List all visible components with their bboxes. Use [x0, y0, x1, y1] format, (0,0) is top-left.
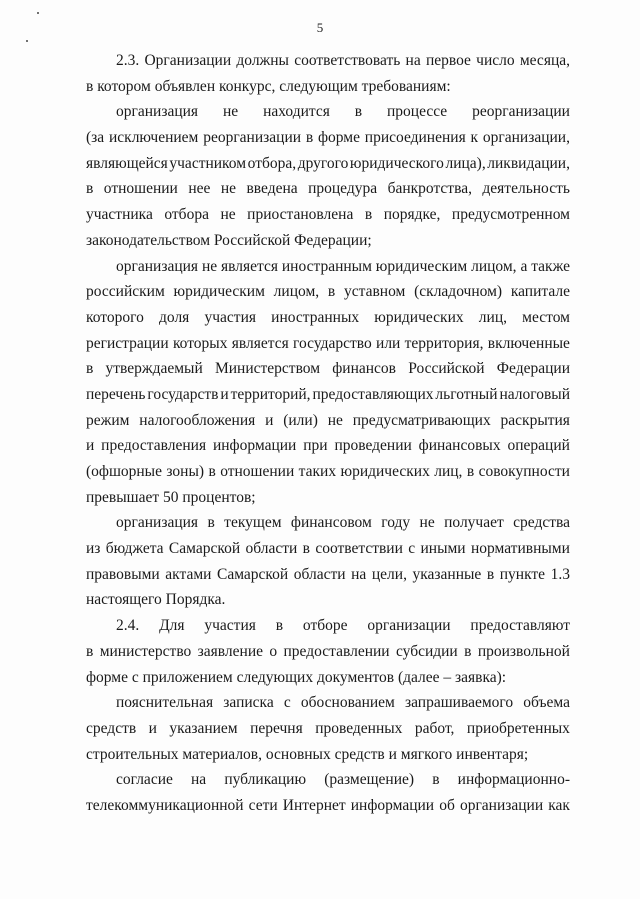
word: российским: [86, 283, 165, 301]
word: или: [376, 334, 401, 352]
text-line: [86, 665, 570, 691]
text-line: [86, 716, 570, 742]
text-line: [86, 99, 570, 125]
word: государств: [147, 385, 219, 403]
word: находится: [263, 103, 330, 121]
word: доля: [159, 308, 190, 326]
word: в: [354, 103, 363, 121]
word: предусматривающих: [352, 411, 491, 429]
text-line: [86, 793, 570, 819]
word: ликвидации,: [487, 154, 570, 172]
word: сети: [248, 796, 278, 814]
word: приостановлена: [247, 206, 354, 224]
word: отборе: [302, 617, 348, 635]
word: как: [548, 796, 570, 814]
text-line: [86, 562, 570, 588]
word: число: [476, 52, 515, 69]
word: зоны): [166, 463, 205, 480]
word: не: [222, 103, 239, 121]
word: также: [531, 257, 570, 275]
word: министерство: [99, 642, 192, 660]
word: участия: [204, 617, 256, 635]
word: в: [464, 642, 472, 660]
word: реорганизации: [472, 103, 570, 121]
word: юридического: [349, 154, 444, 172]
text-line: [86, 305, 570, 331]
word: процессе: [387, 103, 448, 121]
word: исключением: [108, 129, 199, 147]
word: информации: [350, 796, 435, 814]
word: юридических: [340, 463, 430, 480]
word: отношении: [103, 180, 178, 198]
word: другого: [297, 154, 349, 172]
text-line: [86, 279, 570, 305]
text-line: [86, 74, 570, 100]
word: не: [201, 257, 218, 275]
word: финансов: [332, 360, 397, 378]
word: проведенных: [315, 719, 403, 737]
word: предоставляют: [470, 617, 570, 635]
word: телекоммуникационной: [86, 796, 244, 814]
word: участника: [86, 206, 153, 224]
word: участником: [169, 154, 247, 172]
word: Российской: [408, 360, 485, 378]
word: предоставлении: [283, 642, 390, 660]
word: на: [351, 565, 367, 583]
word: финансовом: [290, 514, 372, 532]
text-line: [86, 228, 570, 254]
word: публикацию: [224, 771, 307, 789]
word: перечень: [86, 385, 146, 403]
word: в: [275, 617, 284, 635]
word: предусмотренном: [451, 206, 570, 224]
word: которых: [172, 334, 228, 352]
word: перечня: [250, 719, 303, 737]
word: правовыми: [86, 565, 160, 583]
word: 2.4.: [116, 617, 140, 635]
line-text: законодательством Российской Федерации;: [86, 231, 372, 249]
word: территорий,: [230, 385, 311, 403]
word: (или): [283, 411, 318, 429]
word: организации,: [482, 129, 570, 147]
word: пункте: [499, 565, 546, 583]
word: месяца,: [519, 52, 570, 69]
word: субсидии: [395, 642, 458, 660]
scan-speck: [26, 40, 28, 42]
word: льготный: [435, 385, 498, 403]
word: приобретенных: [466, 719, 570, 737]
word: юридическим: [375, 257, 468, 275]
word: раскрытия: [500, 411, 570, 429]
word: лицом,: [273, 283, 320, 301]
word: записка: [223, 694, 274, 712]
text-line: [86, 176, 570, 202]
word: организация: [116, 257, 199, 275]
text-line: [86, 485, 570, 511]
word: в: [327, 283, 336, 301]
word: цели,: [371, 565, 407, 583]
word: являющейся: [86, 154, 168, 172]
line-text: форме с приложением следующих документов (далее – заявка):: [86, 668, 507, 686]
word: должны: [236, 52, 289, 69]
text-line: [86, 433, 570, 459]
word: а: [520, 257, 528, 275]
word: указанные: [412, 565, 482, 583]
word: юридическим: [173, 283, 265, 301]
word: режим: [86, 411, 130, 429]
word: в: [364, 206, 373, 224]
word: в: [486, 565, 495, 583]
text-line: [86, 459, 570, 485]
word: 1.3: [550, 565, 570, 583]
word: в: [466, 463, 475, 480]
text-line: [86, 356, 570, 382]
word: организация: [116, 103, 199, 121]
word: Самарской: [216, 565, 289, 583]
word: обоснованием: [300, 694, 395, 712]
word: налогообложения: [139, 411, 256, 429]
word: указанием: [169, 719, 238, 737]
word: юридических: [374, 308, 464, 326]
word: предоставления: [101, 437, 207, 455]
word: организации: [459, 796, 544, 814]
text-line: [86, 536, 570, 562]
word: информационно-: [457, 771, 570, 789]
word: не: [220, 206, 236, 224]
word: пояснительная: [116, 694, 214, 712]
word: утверждаемый: [105, 360, 203, 378]
line-text: в котором объявлен конкурс, следующим требованиям:: [86, 77, 451, 95]
word: операций: [507, 437, 570, 455]
text-line: [86, 331, 570, 357]
text-line: [86, 125, 570, 151]
word: лиц,: [434, 463, 463, 480]
text-line: [86, 48, 570, 74]
text-line: [86, 613, 570, 639]
word: (складочном): [414, 283, 503, 301]
word: запрашиваемого: [405, 694, 514, 712]
word: Для: [159, 617, 185, 635]
word: иностранных: [271, 308, 360, 326]
word: присоединения: [364, 129, 466, 147]
line-text: настоящего Порядка.: [86, 591, 226, 609]
word: Организации: [144, 52, 232, 69]
word: Интернет: [282, 796, 346, 814]
word: 2.3.: [116, 52, 140, 69]
word: организации: [367, 617, 451, 635]
word: заявление: [197, 642, 264, 660]
word: реорганизации: [203, 129, 302, 147]
word: Федерации: [496, 360, 570, 378]
word: в: [302, 540, 310, 558]
word: соответствии: [315, 540, 403, 558]
word: получает: [444, 514, 504, 532]
text-line: [86, 510, 570, 536]
word: иностранным: [281, 257, 372, 275]
word: на: [405, 52, 421, 69]
word: форме: [317, 129, 360, 147]
word: году: [381, 514, 411, 532]
text-line: [86, 202, 570, 228]
word: организация: [116, 514, 199, 532]
word: текущем: [224, 514, 282, 532]
word: введена: [246, 180, 298, 198]
word: не: [419, 514, 435, 532]
word: деятельность: [482, 180, 570, 198]
word: в: [86, 360, 94, 378]
word: об: [439, 796, 455, 814]
word: в: [208, 463, 216, 480]
word: и: [86, 437, 95, 455]
word: в: [207, 514, 215, 532]
word: территория,: [404, 334, 484, 352]
text-line: [86, 587, 570, 613]
word: соответствовать: [294, 52, 401, 69]
word: процедура: [308, 180, 378, 198]
word: актами: [165, 565, 212, 583]
word: финансовых: [418, 437, 501, 455]
word: при: [303, 437, 328, 455]
word: включенные: [487, 334, 570, 352]
word: нее: [188, 180, 211, 198]
word: на: [191, 771, 207, 789]
word: (за: [86, 129, 105, 147]
word: уставном: [344, 283, 406, 301]
word: иными: [420, 540, 466, 558]
word: лиц,: [478, 308, 507, 326]
word: с: [408, 540, 416, 558]
word: к: [470, 129, 479, 147]
text-line: [86, 382, 570, 408]
text-line: [86, 742, 570, 768]
page-number: 5: [316, 20, 324, 35]
word: лицом,: [471, 257, 517, 275]
word: участия: [204, 308, 256, 326]
word: средства: [513, 514, 570, 532]
word: первое: [425, 52, 471, 69]
word: отбора,: [247, 154, 297, 172]
word: (размещение): [324, 771, 415, 789]
scan-speck: [37, 12, 39, 14]
text-line: [86, 639, 570, 665]
document-body: [86, 48, 570, 819]
word: объема: [523, 694, 570, 712]
word: Министерством: [214, 360, 321, 378]
word: в: [86, 180, 94, 198]
word: и: [148, 719, 157, 737]
word: согласие: [116, 771, 173, 789]
word: банкротства,: [387, 180, 472, 198]
text-line: [86, 408, 570, 434]
text-line: [86, 151, 570, 177]
word: в: [305, 129, 314, 147]
word: произвольной: [477, 642, 570, 660]
word: порядке,: [383, 206, 441, 224]
text-line: [86, 690, 570, 716]
word: отношении: [220, 463, 295, 480]
word: не: [220, 180, 237, 198]
word: налоговый: [499, 385, 570, 403]
word: бюджета: [105, 540, 164, 558]
word: государство: [293, 334, 372, 352]
word: не: [327, 411, 343, 429]
text-line: [86, 767, 570, 793]
word: (офшорные: [86, 463, 162, 480]
word: работ,: [414, 719, 455, 737]
word: средств: [86, 719, 137, 737]
word: совокупности: [478, 463, 570, 480]
word: регистрации: [86, 334, 169, 352]
word: капитале: [510, 283, 570, 301]
word: проведении: [334, 437, 412, 455]
word: является: [231, 334, 289, 352]
word: информации: [212, 437, 297, 455]
word: с: [283, 694, 291, 712]
text-line: [86, 254, 570, 280]
line-text: строительных материалов, основных средств и мягкого инвентаря;: [86, 745, 529, 763]
word: из: [86, 540, 101, 558]
word: и: [220, 385, 229, 403]
word: которого: [86, 308, 144, 326]
word: нормативными: [470, 540, 570, 558]
word: отбора: [164, 206, 209, 224]
word: области: [293, 565, 346, 583]
word: таких: [298, 463, 337, 480]
word: в: [86, 642, 94, 660]
word: о: [269, 642, 278, 660]
word: области: [245, 540, 298, 558]
word: является: [221, 257, 278, 275]
word: предоставляющих: [312, 385, 434, 403]
word: лица),: [445, 154, 486, 172]
word: в: [432, 771, 440, 789]
word: местом: [522, 308, 570, 326]
word: Самарской: [168, 540, 241, 558]
line-text: превышает 50 процентов;: [86, 488, 256, 506]
word: и: [265, 411, 274, 429]
